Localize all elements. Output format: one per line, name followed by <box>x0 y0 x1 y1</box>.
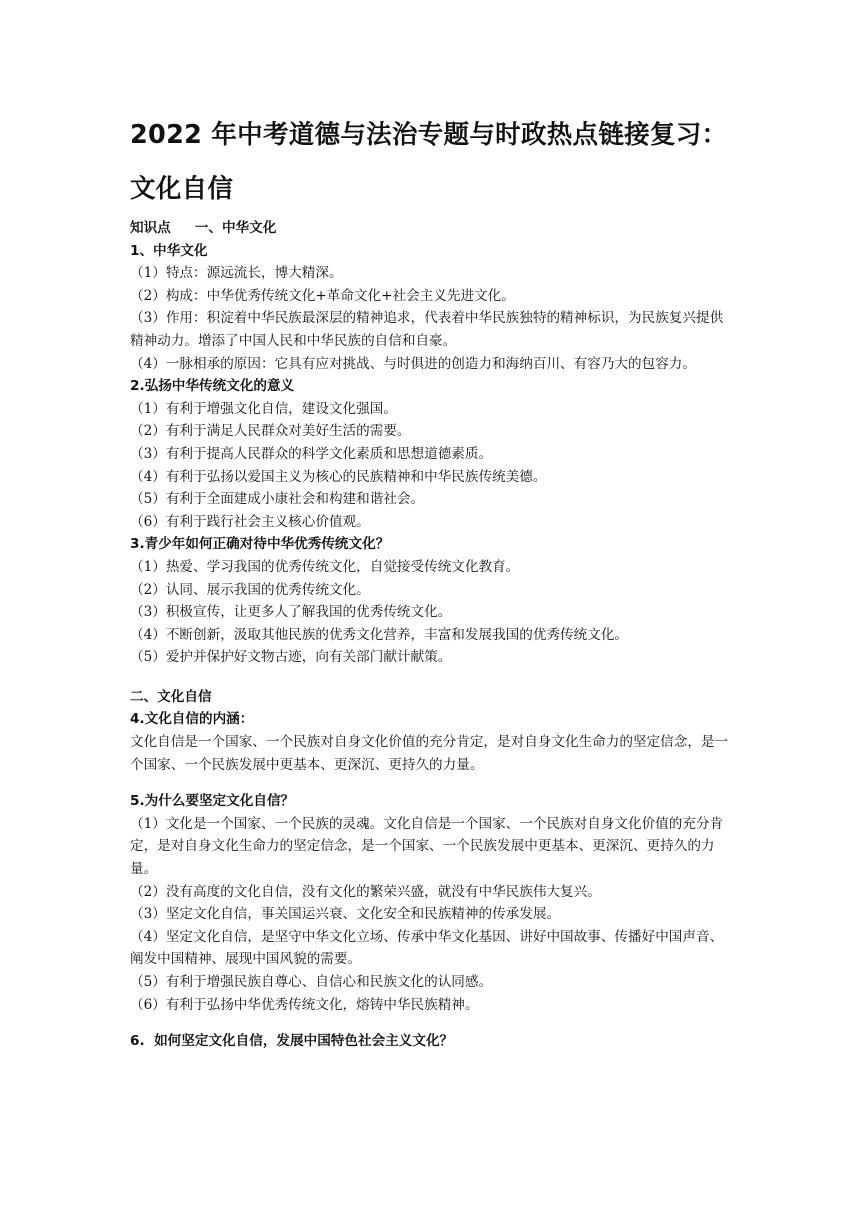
list-item: （4）有利于弘扬以爱国主义为核心的民族精神和中华民族传统美德。 <box>130 468 547 485</box>
list-item: （1）文化是一个国家、一个民族的灵魂。文化自信是一个国家、一个民族对自身文化价值的充分肯定，是对自身文化生命力的坚定信念，是一个国家、一个民族发展中更基本、更深沉、更持久的力量。 <box>130 815 724 878</box>
part1-heading-line <box>130 217 732 240</box>
list-item: （1）热爱、学习我国的优秀传统文化，自觉接受传统文化教育。 <box>130 558 520 575</box>
list-item: （5）有利于增强民族自尊心、自信心和民族文化的认同感。 <box>130 974 493 990</box>
list-item: （2）构成：中华优秀传统文化+革命文化+社会主义先进文化。 <box>130 287 515 304</box>
list-item: （6）有利于践行社会主义核心价值观。 <box>130 513 370 530</box>
list-item: （5）爱护并保护好文物古迹，向有关部门献计献策。 <box>130 649 452 666</box>
list-item: （5）有利于全面建成小康社会和构建和谐社会。 <box>130 491 425 508</box>
list-item: （3）坚定文化自信，事关国运兴衰、文化安全和民族精神的传承发展。 <box>130 906 561 923</box>
part2-heading: 二、文化自信 <box>130 688 212 705</box>
list-item: （2）没有高度的文化自信，没有文化的繁荣兴盛，就没有中华民族伟大复兴。 <box>130 883 601 900</box>
list-item: （4）一脉相承的原因：它具有应对挑战、与时俱进的创造力和海纳百川、有容乃大的包容力。 <box>130 355 696 372</box>
section-heading: 6. 如何坚定文化自信，发展中国特色社会主义文化？ <box>130 1033 454 1050</box>
section-heading: 4.文化自信的内涵： <box>130 711 254 728</box>
list-item: （1）特点：源远流长，博大精深。 <box>130 265 343 282</box>
document-body <box>130 217 732 1053</box>
list-item: （2）认同、展示我国的优秀传统文化。 <box>130 581 370 598</box>
knowledge-label: 知识点 <box>130 220 171 236</box>
list-item: （3）积极宣传，让更多人了解我国的优秀传统文化。 <box>130 604 452 621</box>
paragraph: 文化自信是一个国家、一个民族对自身文化价值的充分肯定，是对自身文化生命力的坚定信念，是一个国家、一个民族发展中更基本、更深沉、更持久的力量。 <box>130 734 729 773</box>
list-item: （4）坚定文化自信，是坚守中华文化立场、传承中华文化基因、讲好中国故事、传播好中国声音、阐发中国精神、展现中国风貌的需要。 <box>130 928 724 968</box>
part1-heading: 一、中华文化 <box>194 220 277 236</box>
section-heading: 3.青少年如何正确对待中华优秀传统文化？ <box>130 536 390 553</box>
list-item: （3）作用：积淀着中华民族最深层的精神追求，代表着中华民族独特的精神标识，为民族复兴提供精神动力。增添了中国人民和中华民族的自信和自豪。 <box>130 310 724 349</box>
list-item: （1）有利于增强文化自信，建设文化强国。 <box>130 400 397 417</box>
section-heading: 2.弘扬中华传统文化的意义 <box>130 378 295 395</box>
document-title: 2022 年中考道德与法治专题与时政热点链接复习：文化自信 <box>130 120 728 204</box>
list-item: （3）有利于提高人民群众的科学文化素质和思想道德素质。 <box>130 445 493 462</box>
section-heading: 5.为什么要坚定文化自信？ <box>130 793 295 810</box>
section-heading: 1、中华文化 <box>130 242 208 259</box>
list-item: （4）不断创新，汲取其他民族的优秀文化营养，丰富和发展我国的优秀传统文化。 <box>130 626 629 643</box>
list-item: （2）有利于满足人民群众对美好生活的需要。 <box>130 423 411 440</box>
list-item: （6）有利于弘扬中华优秀传统文化，熔铸中华民族精神。 <box>130 996 479 1013</box>
